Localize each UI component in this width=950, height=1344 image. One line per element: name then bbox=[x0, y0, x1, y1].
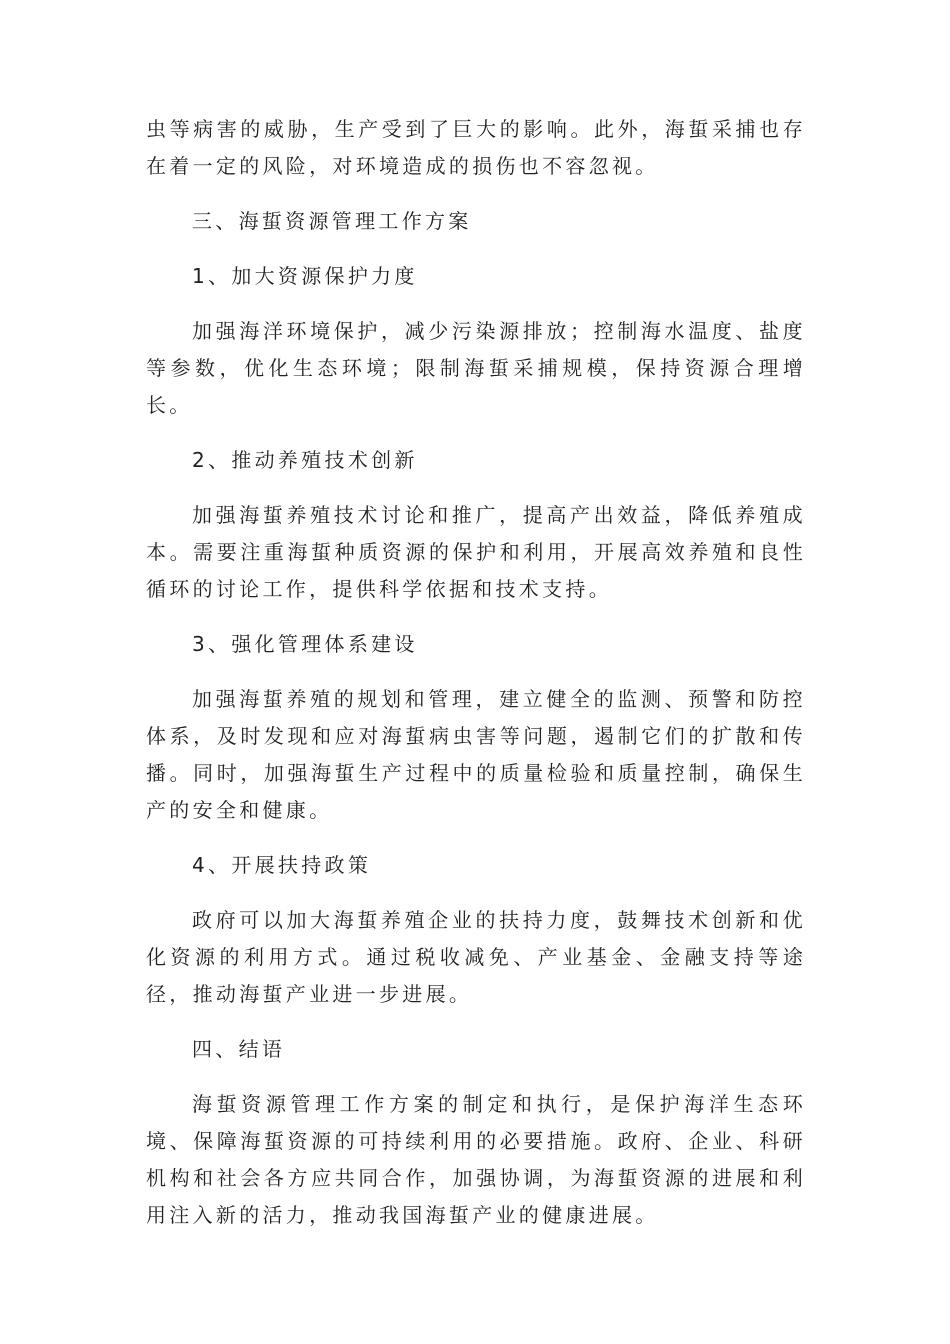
subheading-3: 3、强化管理体系建设 bbox=[192, 632, 418, 656]
paragraph: 加强海洋环境保护，减少污染源排放；控制海水温度、盐度等参数，优化生态环境；限制海蜇采捕规模，保持资源合理增长。 bbox=[146, 319, 806, 417]
paragraph-continuation: 虫等病害的威胁，生产受到了巨大的影响。此外，海蜇采捕也存在着一定的风险，对环境造成的损伤也不容忽视。 bbox=[146, 117, 806, 178]
paragraph: 加强海蜇养殖技术讨论和推广，提高产出效益，降低养殖成本。需要注重海蜇种质资源的保护和利用，开展高效养殖和良性循环的讨论工作，提供科学依据和技术支持。 bbox=[146, 503, 806, 601]
section-heading-3: 三、海蜇资源管理工作方案 bbox=[192, 209, 472, 233]
subheading-1: 1、加大资源保护力度 bbox=[192, 264, 418, 288]
paragraph: 加强海蜇养殖的规划和管理，建立健全的监测、预警和防控体系，及时发现和应对海蜇病虫害等问题，遏制它们的扩散和传播。同时，加强海蜇生产过程中的质量检验和质量控制，确保生产的安全和健康。 bbox=[146, 687, 806, 822]
subheading-2: 2、推动养殖技术创新 bbox=[192, 448, 418, 472]
section-heading-4: 四、结语 bbox=[192, 1037, 286, 1061]
paragraph: 政府可以加大海蜇养殖企业的扶持力度，鼓舞技术创新和优化资源的利用方式。通过税收减免、产业基金、金融支持等途径，推动海蜇产业进一步进展。 bbox=[146, 908, 806, 1006]
subheading-4: 4、开展扶持政策 bbox=[192, 853, 372, 877]
document-body bbox=[146, 111, 806, 1252]
paragraph: 海蜇资源管理工作方案的制定和执行，是保护海洋生态环境、保障海蜇资源的可持续利用的必要措施。政府、企业、科研机构和社会各方应共同合作，加强协调，为海蜇资源的进展和利用注入新的活力，推动我国海蜇产业的健康进展。 bbox=[146, 1092, 806, 1227]
